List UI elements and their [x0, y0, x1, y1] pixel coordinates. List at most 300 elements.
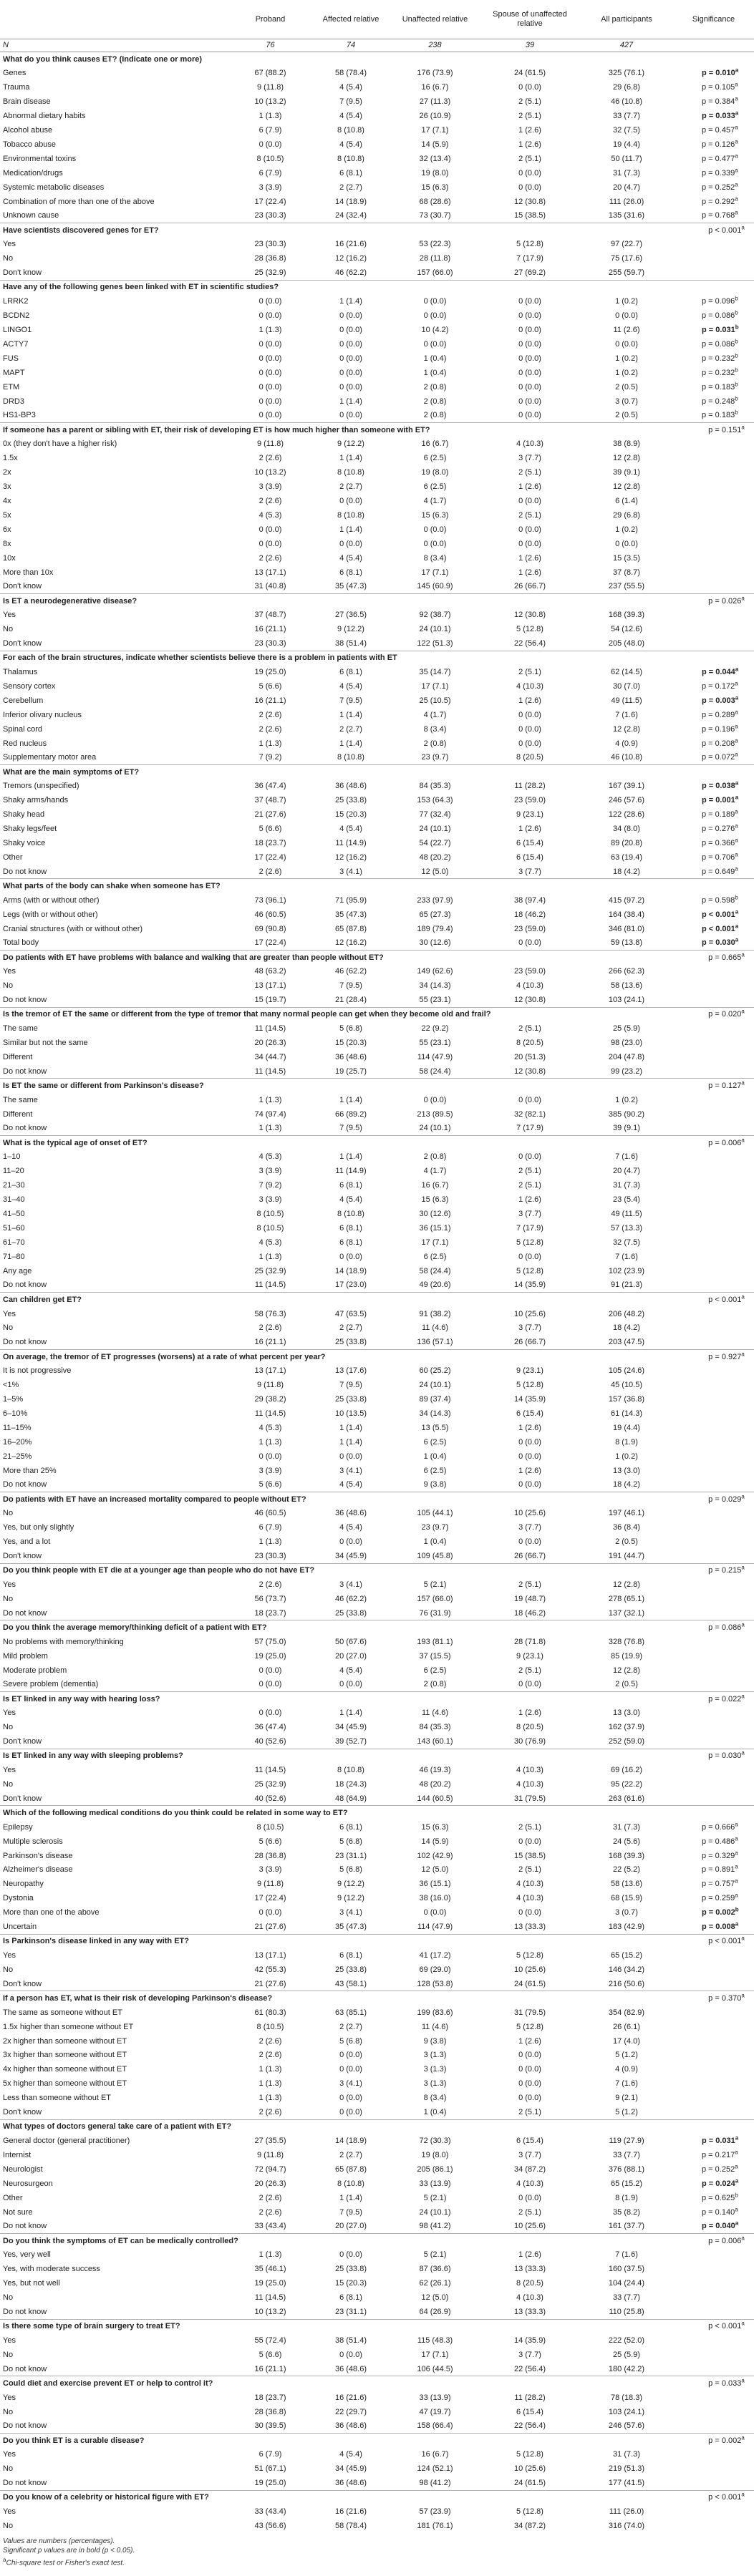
count-cell: 3 (3.9): [258, 1195, 282, 1205]
significance-cell: [673, 523, 754, 537]
answer-label: Yes: [3, 1309, 16, 1318]
answer-row: [0, 1464, 754, 1478]
count-cell: 3 (3.9): [258, 482, 282, 492]
significance-cell: [673, 2447, 754, 2461]
answer-row: [0, 180, 754, 195]
count-cell: 23 (59.0): [513, 924, 546, 933]
count-cell: 37 (8.7): [613, 568, 640, 577]
significance-cell: [673, 1364, 754, 1378]
significance-cell: [673, 779, 754, 794]
count-cell: 19 (25.0): [254, 2279, 286, 2288]
answer-label: More than 10x: [3, 568, 54, 577]
count-cell: 9 (11.8): [256, 1381, 284, 1390]
count-cell: 168 (39.3): [608, 1851, 645, 1860]
count-cell: 31 (7.3): [613, 1181, 640, 1190]
count-cell: 97 (22.7): [610, 240, 643, 249]
question-text: Can children get ET?: [0, 1293, 673, 1307]
count-cell: 19 (8.0): [421, 168, 449, 178]
count-cell: 4 (5.3): [258, 1423, 282, 1432]
count-cell: 31 (79.5): [513, 2008, 546, 2017]
significance-cell: [673, 2362, 754, 2376]
count-cell: 160 (37.5): [608, 2265, 645, 2274]
p-value: p = 0.768: [702, 211, 735, 220]
test-marker: a: [735, 779, 739, 787]
count-cell: 12 (5.0): [421, 867, 449, 876]
count-cell: 18 (23.7): [254, 2393, 286, 2402]
question-row: [0, 2490, 754, 2504]
significance-cell: [673, 580, 754, 594]
question-text: Have any of the following genes been linked with ET in scientific studies?: [0, 280, 673, 294]
count-cell: 1 (1.4): [339, 1152, 362, 1162]
test-marker: a: [741, 224, 745, 231]
answer-row: [0, 2305, 754, 2319]
answer-label: No: [3, 254, 14, 263]
answer-row: [0, 1250, 754, 1264]
answer-label: Different: [3, 1052, 33, 1061]
significance-cell: [673, 1378, 754, 1392]
test-marker: b: [735, 1906, 739, 1913]
answer-row: [0, 109, 754, 123]
count-cell: 26 (10.9): [419, 112, 451, 121]
answer-row: [0, 80, 754, 94]
answer-label: No: [3, 1509, 14, 1518]
count-cell: 11 (28.2): [514, 2393, 546, 2402]
answer-label: Yes: [3, 1580, 16, 1590]
count-cell: 20 (4.7): [613, 183, 640, 192]
count-cell: 29 (6.8): [613, 83, 640, 92]
test-marker: b: [735, 309, 738, 316]
answer-label: Severe problem (dementia): [3, 1680, 99, 1689]
answer-row: [0, 1335, 754, 1349]
count-cell: 7 (1.6): [615, 710, 638, 719]
count-cell: 8 (3.4): [423, 553, 447, 563]
count-cell: 1 (1.4): [339, 1095, 362, 1104]
answer-row: [0, 123, 754, 137]
count-cell: 7 (9.5): [339, 97, 362, 107]
count-cell: 76 (31.9): [419, 1608, 451, 1618]
count-cell: 21 (27.6): [254, 1979, 286, 1988]
count-cell: 164 (38.4): [608, 910, 645, 919]
count-cell: 25 (33.8): [334, 1608, 367, 1618]
count-cell: 38 (16.0): [419, 1894, 451, 1903]
count-cell: 28 (71.8): [513, 1637, 546, 1646]
count-cell: 46 (60.5): [254, 910, 286, 919]
question-text: Is ET linked in any way with hearing loss?: [0, 1692, 673, 1706]
answer-row: [0, 965, 754, 979]
count-cell: 180 (42.2): [608, 2364, 645, 2373]
count-cell: 0 (0.0): [258, 1452, 282, 1461]
answer-row: [0, 1578, 754, 1592]
count-cell: 27 (69.2): [513, 268, 546, 277]
count-cell: 8 (3.4): [423, 2094, 447, 2103]
count-cell: 69 (16.2): [610, 1766, 643, 1775]
count-cell: 6 (8.1): [339, 168, 362, 178]
count-cell: 316 (74.0): [608, 2521, 645, 2530]
test-marker: b: [735, 394, 738, 402]
p-value: p = 0.486: [702, 1837, 735, 1846]
count-cell: 24 (5.6): [613, 1837, 640, 1846]
answer-row: [0, 537, 754, 551]
answer-row: [0, 1150, 754, 1164]
count-cell: 6 (8.1): [339, 568, 362, 577]
answer-label: Yes: [3, 240, 16, 249]
count-cell: 2 (2.6): [258, 454, 282, 463]
answer-row: [0, 2162, 754, 2177]
count-cell: 16 (6.7): [421, 1181, 449, 1190]
count-cell: 13 (17.1): [254, 1951, 286, 1960]
count-cell: 376 (88.1): [608, 2164, 645, 2174]
answer-row: [0, 2034, 754, 2048]
answer-label: LRRK2: [3, 297, 29, 306]
count-cell: 9 (12.2): [337, 439, 364, 449]
count-cell: 72 (94.7): [254, 2164, 286, 2174]
answer-row: [0, 2220, 754, 2234]
count-cell: 9 (2.1): [615, 2094, 638, 2103]
count-cell: 2 (2.7): [339, 724, 362, 734]
test-marker: b: [735, 380, 738, 387]
count-cell: 13 (17.1): [254, 568, 286, 577]
answer-row: [0, 1107, 754, 1122]
count-cell: 8 (10.8): [337, 753, 364, 762]
test-marker: a: [741, 1621, 745, 1628]
test-marker: a: [735, 865, 738, 873]
answer-row: [0, 152, 754, 166]
count-cell: 1 (1.4): [339, 397, 362, 406]
count-cell: 36 (48.6): [334, 2478, 367, 2487]
test-marker: a: [735, 152, 738, 160]
answer-row: [0, 722, 754, 737]
count-cell: 0 (0.0): [518, 411, 541, 420]
count-cell: 12 (16.2): [334, 938, 367, 948]
count-cell: 0 (0.0): [339, 354, 362, 363]
count-cell: 157 (66.0): [417, 268, 453, 277]
significance-cell: [673, 1948, 754, 1963]
test-marker: a: [735, 709, 738, 716]
answer-label: No: [3, 2350, 14, 2359]
significance-cell: [673, 337, 754, 351]
count-cell: 30 (39.5): [254, 2421, 286, 2431]
answer-row: [0, 893, 754, 908]
count-cell: 4 (5.4): [339, 1480, 362, 1489]
answer-label: Dystonia: [3, 1894, 34, 1903]
test-marker: a: [735, 110, 739, 117]
count-cell: 0 (0.0): [518, 2079, 541, 2089]
count-cell: 0 (0.0): [518, 297, 541, 306]
significance-cell: [673, 936, 754, 951]
count-cell: 7 (9.2): [258, 753, 282, 762]
count-cell: 1 (2.6): [518, 553, 541, 563]
significance-cell: [673, 2276, 754, 2290]
significance-cell: [673, 836, 754, 850]
n-value: 238: [390, 39, 480, 52]
count-cell: 146 (34.2): [608, 1965, 645, 1974]
count-cell: 6 (8.1): [339, 668, 362, 677]
count-cell: 19 (25.0): [254, 1651, 286, 1661]
count-cell: 24 (32.4): [334, 211, 367, 220]
test-marker: a: [735, 908, 739, 915]
answer-label: 3x: [3, 482, 11, 492]
count-cell: 31 (7.3): [613, 168, 640, 178]
answer-label: It is not progressive: [3, 1366, 72, 1376]
answer-row: [0, 1378, 754, 1392]
count-cell: 16 (21.1): [254, 1338, 286, 1347]
count-cell: 0 (0.0): [258, 397, 282, 406]
question-row: [0, 52, 754, 67]
count-cell: 85 (19.9): [610, 1651, 643, 1661]
p-value: p < 0.001: [708, 1295, 742, 1304]
answer-row: [0, 66, 754, 80]
test-marker: b: [735, 338, 738, 345]
significance-cell: [673, 879, 754, 893]
significance-cell: [673, 2476, 754, 2490]
count-cell: 58 (76.3): [254, 1309, 286, 1318]
answer-row: [0, 1207, 754, 1221]
answer-label: Similar but not the same: [3, 1039, 88, 1048]
p-value: p = 0.248: [702, 397, 735, 406]
p-value: p = 0.649: [702, 867, 735, 876]
answer-row: [0, 1050, 754, 1064]
count-cell: 55 (72.4): [254, 2336, 286, 2345]
count-cell: 31 (7.3): [613, 2450, 640, 2459]
count-cell: 4 (10.3): [516, 981, 543, 991]
question-text: Is there some type of brain surgery to treat ET?: [0, 2319, 673, 2333]
count-cell: 193 (81.1): [417, 1637, 453, 1646]
count-cell: 5 (12.8): [516, 2022, 543, 2031]
count-cell: 103 (24.1): [608, 2407, 645, 2416]
count-cell: 36 (8.4): [613, 1523, 640, 1532]
significance-cell: [673, 2519, 754, 2533]
answer-row: [0, 2348, 754, 2362]
count-cell: 0 (0.0): [518, 496, 541, 505]
count-cell: 19 (48.7): [513, 1594, 546, 1603]
count-cell: 18 (46.2): [513, 910, 546, 919]
p-value: p = 0.172: [702, 681, 735, 691]
count-cell: 8 (20.5): [516, 753, 543, 762]
count-cell: 206 (48.2): [608, 1309, 645, 1318]
count-cell: 58 (78.4): [334, 2521, 367, 2530]
count-cell: 0 (0.0): [258, 311, 282, 320]
count-cell: 8 (10.5): [256, 1224, 284, 1233]
answer-label: 8x: [3, 539, 11, 548]
count-cell: 1 (1.3): [258, 325, 282, 334]
count-cell: 7 (17.9): [516, 254, 543, 263]
count-cell: 8 (10.8): [337, 1210, 364, 1219]
count-cell: 1 (2.6): [518, 2036, 541, 2046]
count-cell: 21 (28.4): [334, 996, 367, 1004]
count-cell: 17 (23.0): [334, 1280, 367, 1290]
significance-cell: [673, 2490, 754, 2504]
count-cell: 1 (1.3): [258, 2079, 282, 2089]
count-cell: 11 (2.6): [613, 325, 640, 334]
answer-label: Yes, but not well: [3, 2279, 60, 2288]
count-cell: 50 (11.7): [611, 154, 642, 163]
count-cell: 4 (10.3): [516, 1766, 543, 1775]
question-text: Do you think people with ET die at a younger age than people who do not have ET?: [0, 1563, 673, 1578]
count-cell: 46 (62.2): [334, 268, 367, 277]
count-cell: 13 (17.6): [334, 1366, 367, 1376]
question-text: Do you know of a celebrity or historical figure with ET?: [0, 2490, 673, 2504]
count-cell: 23 (59.0): [513, 967, 546, 976]
count-cell: 4 (10.3): [516, 439, 543, 449]
count-cell: 0 (0.0): [518, 539, 541, 548]
test-marker: a: [741, 1493, 745, 1500]
count-cell: 1 (2.6): [518, 140, 541, 149]
count-cell: 36 (48.6): [334, 2364, 367, 2373]
count-cell: 3 (4.1): [339, 1466, 362, 1475]
significance-cell: [673, 1464, 754, 1478]
count-cell: 0 (0.0): [258, 1666, 282, 1675]
answer-row: [0, 1649, 754, 1663]
count-cell: 19 (8.0): [421, 2150, 449, 2159]
count-cell: 22 (5.2): [613, 1865, 640, 1875]
answer-row: [0, 1507, 754, 1521]
p-value: p = 0.072: [702, 753, 735, 762]
count-cell: 0 (0.0): [518, 710, 541, 719]
answer-row: [0, 793, 754, 807]
count-cell: 0 (0.0): [518, 325, 541, 334]
test-marker: a: [735, 2220, 739, 2227]
count-cell: 205 (86.1): [417, 2164, 453, 2174]
count-cell: 24 (10.1): [419, 1124, 451, 1133]
answer-label: 51–60: [3, 1224, 25, 1233]
count-cell: 22 (56.4): [513, 2364, 546, 2373]
significance-cell: [673, 366, 754, 380]
answer-row: [0, 1435, 754, 1449]
answer-row: [0, 209, 754, 223]
question-text: Do you think the average memory/thinking deficit of a patient with ET?: [0, 1620, 673, 1635]
significance-cell: [673, 951, 754, 965]
answer-label: Neuropathy: [3, 1880, 44, 1889]
count-cell: 6 (7.9): [258, 1523, 282, 1532]
count-cell: 91 (21.3): [610, 1280, 643, 1290]
count-cell: 4 (5.4): [339, 681, 362, 691]
count-cell: 20 (51.3): [513, 1052, 546, 1061]
header-cell-affected-relative: Affected relative: [311, 0, 390, 39]
count-cell: 34 (45.9): [334, 1551, 367, 1560]
count-cell: 7 (17.9): [516, 1224, 543, 1233]
significance-cell: [673, 1620, 754, 1635]
significance-cell: [673, 2162, 754, 2177]
count-cell: 0 (0.0): [518, 83, 541, 92]
answer-row: [0, 1792, 754, 1806]
p-value: p = 0.217: [702, 2150, 735, 2159]
count-cell: 32 (7.5): [613, 126, 640, 135]
answer-row: [0, 2191, 754, 2205]
count-cell: 1 (2.6): [518, 1195, 541, 1205]
count-cell: 2 (2.6): [258, 710, 282, 719]
test-marker: a: [735, 751, 738, 758]
test-marker: b: [735, 324, 739, 331]
answer-label: Yes, and a lot: [3, 1537, 51, 1547]
answer-row: [0, 409, 754, 423]
count-cell: 38 (51.4): [334, 2336, 367, 2345]
count-cell: 49 (11.5): [611, 1210, 642, 1219]
significance-cell: [673, 2262, 754, 2276]
significance-cell: [673, 978, 754, 993]
significance-cell: [673, 1036, 754, 1050]
count-cell: 3 (1.3): [423, 2065, 447, 2074]
question-row: [0, 1749, 754, 1763]
count-cell: 25 (33.8): [334, 1395, 367, 1404]
count-cell: 1 (1.3): [258, 1124, 282, 1133]
count-cell: 36 (15.1): [419, 1880, 451, 1889]
count-cell: 7 (1.6): [615, 2250, 638, 2260]
answer-label: Brain disease: [3, 97, 51, 107]
significance-cell: [673, 123, 754, 137]
answer-row: [0, 1977, 754, 1991]
count-cell: 6 (7.9): [258, 126, 282, 135]
count-cell: 33 (43.4): [254, 2222, 286, 2231]
count-cell: 222 (52.0): [608, 2336, 645, 2345]
header-cell-proband: Proband: [229, 0, 311, 39]
question-row: [0, 1349, 754, 1364]
answer-label: Do not know: [3, 2222, 47, 2231]
p-value: p = 0.127: [708, 1082, 742, 1091]
count-cell: 2 (2.6): [258, 2051, 282, 2060]
count-cell: 2 (0.8): [423, 397, 447, 406]
count-cell: 2 (2.6): [258, 2107, 282, 2116]
answer-row: [0, 708, 754, 722]
count-cell: 11 (14.5): [254, 1409, 286, 1418]
answer-row: [0, 551, 754, 565]
answer-row: [0, 94, 754, 109]
count-cell: 31 (40.8): [254, 582, 286, 591]
count-cell: 1 (1.3): [258, 1537, 282, 1547]
p-value: p = 0.086: [708, 1623, 742, 1633]
count-cell: 6 (7.9): [258, 168, 282, 178]
count-cell: 0 (0.0): [518, 368, 541, 377]
count-cell: 27 (36.5): [334, 611, 367, 620]
significance-cell: [673, 651, 754, 665]
answer-label: ACTY7: [3, 339, 29, 349]
significance-cell: [673, 1492, 754, 1507]
count-cell: 43 (56.6): [254, 2521, 286, 2530]
count-cell: 2 (5.1): [518, 1167, 541, 1176]
count-cell: 0 (0.0): [423, 311, 447, 320]
significance-cell: [673, 1535, 754, 1549]
answer-label: Don't know: [3, 2107, 42, 2116]
significance-cell: [673, 822, 754, 836]
answer-row: [0, 1406, 754, 1421]
answer-row: [0, 1192, 754, 1207]
significance-cell: [673, 1820, 754, 1834]
count-cell: 4 (10.3): [516, 2179, 543, 2188]
significance-cell: [673, 2504, 754, 2519]
test-marker: a: [735, 680, 738, 687]
answer-label: 21–25%: [3, 1452, 32, 1461]
answer-row: [0, 694, 754, 708]
significance-cell: [673, 2305, 754, 2319]
count-cell: 25 (5.9): [613, 1024, 640, 1034]
significance-cell: [673, 1064, 754, 1079]
count-cell: 6 (8.1): [339, 1951, 362, 1960]
answer-label: MAPT: [3, 368, 25, 377]
count-cell: 57 (23.9): [419, 2507, 451, 2516]
p-value: p = 0.196: [702, 724, 735, 734]
answer-label: Do not know: [3, 1480, 47, 1489]
answer-label: Shaky arms/hands: [3, 796, 69, 805]
answer-label: Shaky head: [3, 810, 45, 820]
count-cell: 20 (26.3): [254, 1039, 286, 1048]
count-cell: 1 (0.4): [423, 1452, 447, 1461]
question-text: Have scientists discovered genes for ET?: [0, 223, 673, 238]
count-cell: 177 (41.5): [608, 2478, 645, 2487]
answer-row: [0, 779, 754, 794]
test-marker: a: [735, 1849, 738, 1856]
answer-row: [0, 822, 754, 836]
count-cell: 73 (30.7): [419, 211, 451, 220]
count-cell: 204 (47.8): [608, 1052, 645, 1061]
